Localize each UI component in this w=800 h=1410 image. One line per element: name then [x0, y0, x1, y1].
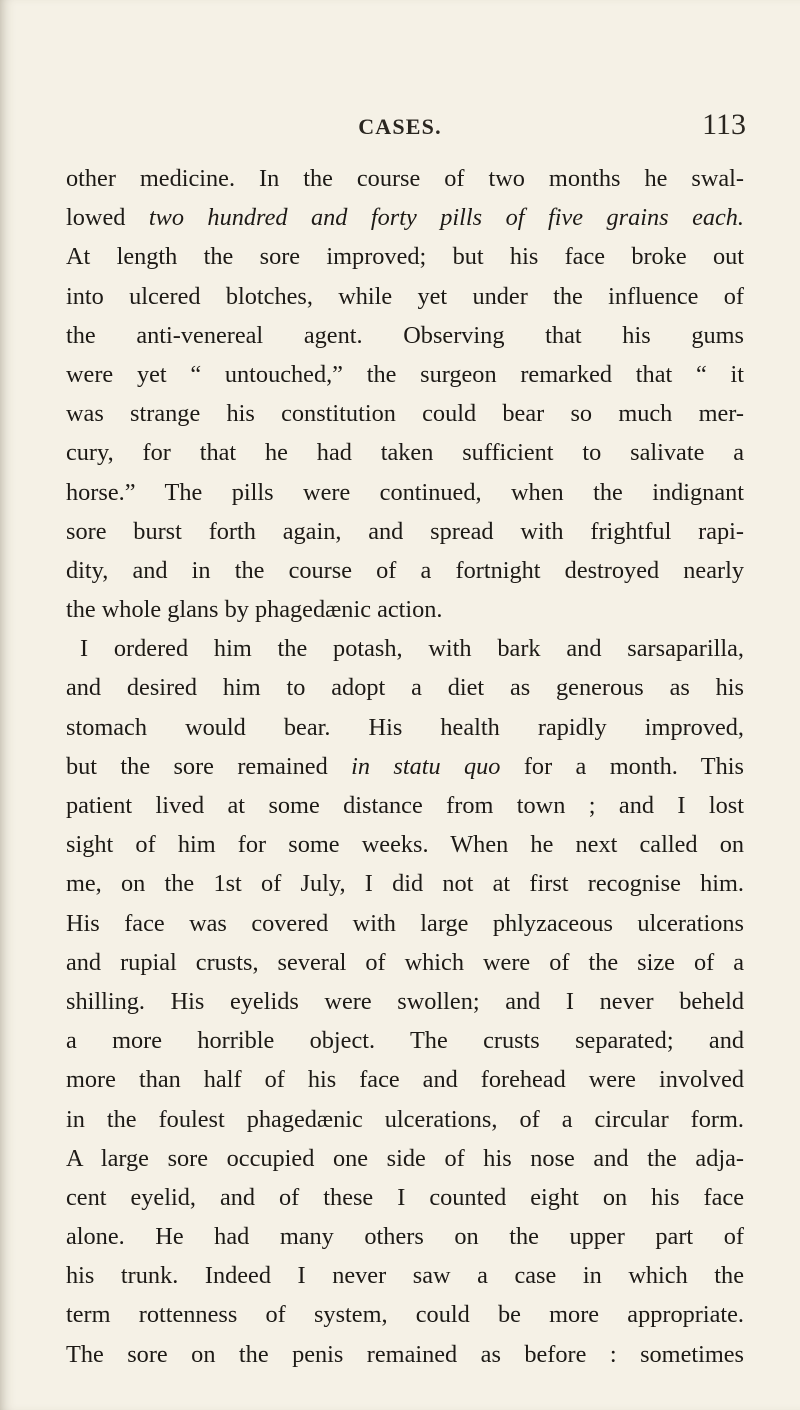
text-line [66, 904, 744, 943]
text-line [66, 316, 744, 355]
text-line [66, 864, 744, 903]
text-line [66, 747, 744, 786]
text-line [66, 473, 744, 512]
text-run: horse.” The pills were continued, when the indignant [66, 478, 744, 506]
text-line [66, 943, 744, 982]
italic-text: in statu quo [351, 752, 501, 780]
text-run: cury, for that he had taken sufficient to salivate a [66, 439, 744, 467]
text-run: but the sore remained [66, 752, 352, 780]
text-line [66, 1060, 744, 1099]
text-line [66, 1217, 744, 1256]
text-line [66, 708, 744, 747]
text-line [66, 355, 744, 394]
text-run: At length the sore improved; but his face broke out [66, 243, 744, 271]
text-line [66, 433, 744, 472]
text-run: the whole glans by phagedænic action. [66, 596, 443, 624]
page-number: 113 [702, 108, 746, 141]
text-line [66, 512, 744, 551]
text-run: His face was covered with large phlyzaceous ulcerations [66, 909, 744, 937]
text-line [66, 982, 744, 1021]
text-run: lowed [66, 204, 149, 232]
text-line [66, 1021, 744, 1060]
text-run: shilling. His eyelids were swollen; and I never beheld [66, 987, 744, 1015]
text-run: term rottenness of system, could be more appropriate. [66, 1301, 744, 1329]
page-header [0, 104, 800, 144]
text-line [66, 159, 744, 198]
text-run: in the foulest phagedænic ulcerations, of a circular form. [66, 1105, 744, 1133]
text-line [66, 394, 744, 433]
text-line [66, 237, 744, 276]
text-run: were yet “ untouched,” the surgeon remarked that “ it [66, 360, 744, 388]
text-run: stomach would bear. His health rapidly improved, [66, 713, 744, 741]
text-line [66, 629, 744, 668]
text-line [66, 1100, 744, 1139]
text-line [66, 551, 744, 590]
text-run: into ulcered blotches, while yet under the influence of [66, 282, 744, 310]
text-line [66, 590, 744, 629]
text-line [66, 1335, 744, 1374]
text-run: his trunk. Indeed I never saw a case in which the [66, 1262, 744, 1290]
text-run: cent eyelid, and of these I counted eight on his face [66, 1183, 744, 1211]
body-text [66, 159, 744, 1374]
text-run: sight of him for some weeks. When he next called on [66, 831, 744, 859]
text-run: the anti-venereal agent. Observing that his gums [66, 321, 744, 349]
text-run: was strange his constitution could bear so much mer- [66, 400, 744, 428]
text-run: dity, and in the course of a fortnight destroyed nearly [66, 556, 744, 584]
text-line [66, 277, 744, 316]
text-run: I ordered him the potash, with bark and sarsaparilla, [80, 635, 744, 663]
text-run: for a month. This [500, 752, 744, 780]
text-run: a more horrible object. The crusts separated; and [66, 1027, 744, 1055]
text-line [66, 198, 744, 237]
text-line [66, 1256, 744, 1295]
text-line [66, 668, 744, 707]
text-line [66, 786, 744, 825]
text-line [66, 1178, 744, 1217]
text-run: The sore on the penis remained as before : sometimes [66, 1340, 744, 1368]
text-line [66, 1139, 744, 1178]
text-run: and rupial crusts, several of which were of the size of a [66, 948, 744, 976]
text-run: patient lived at some distance from town ; and I lost [66, 792, 744, 819]
text-run: and desired him to adopt a diet as generous as his [66, 674, 744, 702]
italic-text: two hundred and forty pills of five grains each. [148, 204, 744, 232]
text-run: more than half of his face and forehead were involved [66, 1066, 744, 1094]
text-run: me, on the 1st of July, I did not at first recognise him. [66, 870, 744, 898]
text-run: other medicine. In the course of two months he swal- [66, 165, 744, 192]
text-run: alone. He had many others on the upper part of [66, 1223, 744, 1251]
text-run: A large sore occupied one side of his nose and the adja- [66, 1144, 744, 1172]
text-line [66, 1295, 744, 1334]
text-run: sore burst forth again, and spread with frightful rapi- [66, 517, 744, 545]
text-line [66, 825, 744, 864]
running-title: CASES. [358, 114, 442, 139]
